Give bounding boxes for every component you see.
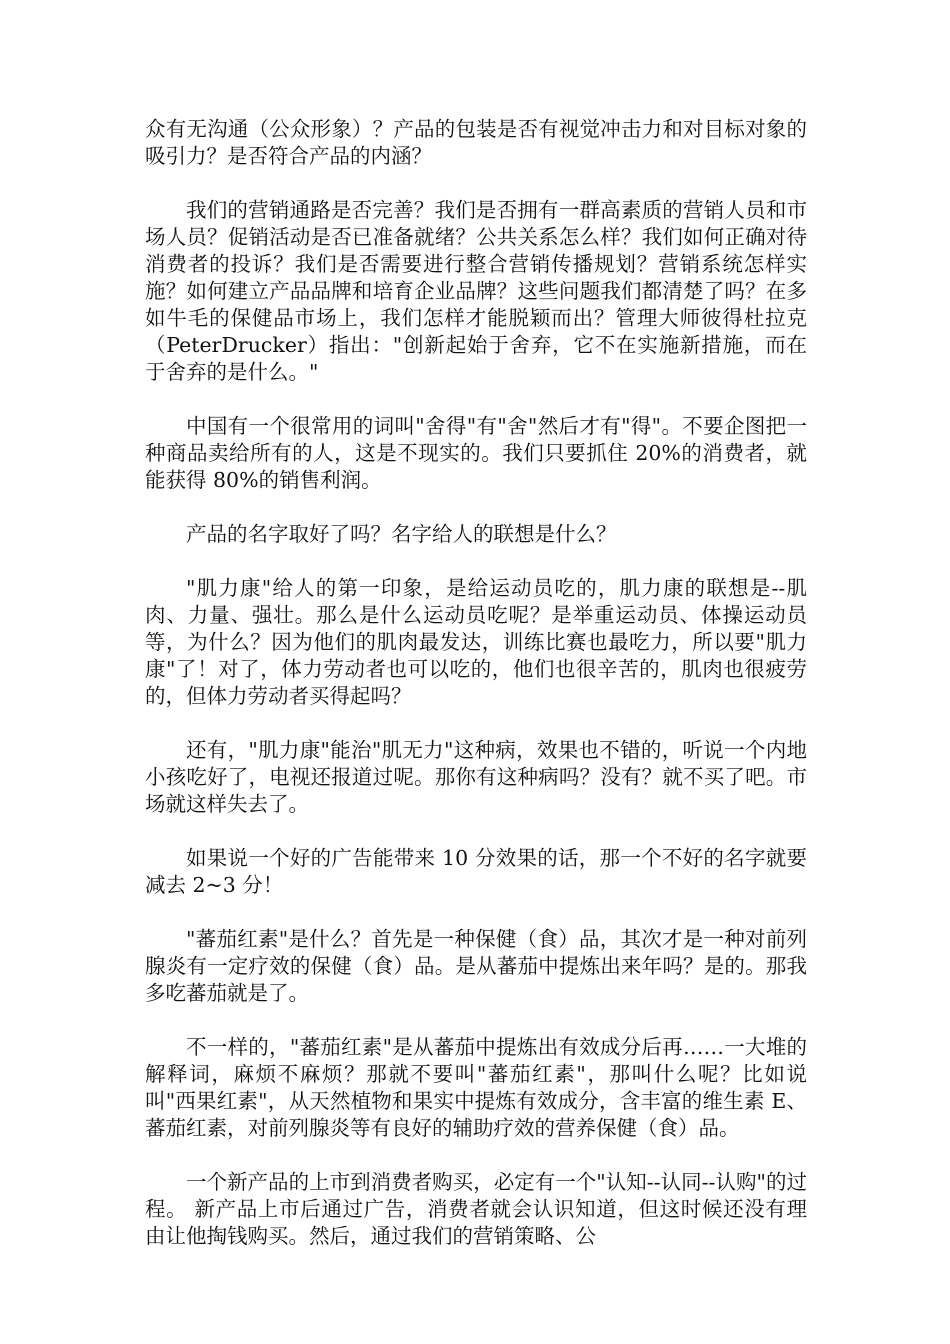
paragraph-9: 不一样的，"蕃茄红素"是从蕃茄中提炼出有效成分后再……一大堆的解释词，麻烦不麻烦？那就不要叫"蕃茄红素"，那叫什么呢？比如说叫"西果红素"，从天然植物和果实中提炼有效成分，含丰富的维生素 E、蕃茄红素，对前列腺炎等有良好的辅助疗效的营养保健（食）品。	[145, 1035, 807, 1140]
paragraph-1: 众有无沟通（公众形象）？产品的包装是否有视觉冲击力和对目标对象的吸引力？是否符合产品的内涵？	[145, 117, 807, 168]
paragraph-2: 我们的营销通路是否完善？我们是否拥有一群高素质的营销人员和市场人员？促销活动是否已准备就绪？公共关系怎么样？我们如何正确对待消费者的投诉？我们是否需要进行整合营销传播规划？营销系统怎样实施？如何建立产品品牌和培育企业品牌？这些问题我们都清楚了吗？在多如牛毛的保健品市场上，我们怎样才能脱颖而出？管理大师彼得杜拉克（PeterDrucker）指出："创新起始于舍弃，它不在实施新措施，而在于舍弃的是什么。"	[145, 198, 807, 384]
paragraph-6: 还有，"肌力康"能治"肌无力"这种病，效果也不错的，听说一个内地小孩吃好了，电视还报道过呢。那你有这种病吗？没有？就不买了吧。市场就这样失去了。	[145, 738, 807, 816]
paragraph-3: 中国有一个很常用的词叫"舍得"有"舍"然后才有"得"。不要企图把一种商品卖给所有的人，这是不现实的。我们只要抓住 20%的消费者，就能获得 80%的销售利润。	[145, 414, 807, 492]
paragraph-7: 如果说一个好的广告能带来 10 分效果的话，那一个不好的名字就要减去 2~3 分！	[145, 846, 807, 897]
paragraph-4: 产品的名字取好了吗？名字给人的联想是什么？	[186, 522, 617, 546]
paragraph-5: "肌力康"给人的第一印象，是给运动员吃的，肌力康的联想是--肌肉、力量、强壮。那么是什么运动员吃呢？是举重运动员、体操运动员等，为什么？因为他们的肌肉最发达，训练比赛也最吃力，所以要"肌力康"了！对了，体力劳动者也可以吃的，他们也很辛苦的，肌肉也很疲劳的，但体力劳动者买得起吗？	[145, 576, 807, 708]
document-body	[145, 116, 807, 1277]
paragraph-8: "蕃茄红素"是什么？首先是一种保健（食）品，其次才是一种对前列腺炎有一定疗效的保健（食）品。是从蕃茄中提炼出来年吗？是的。那我多吃蕃茄就是了。	[145, 927, 807, 1005]
paragraph-10: 一个新产品的上市到消费者购买，必定有一个"认知--认同--认购"的过程。 新产品上市后通过广告，消费者就会认识知道，但这时候还没有理由让他掏钱购买。然后，通过我们的营销策略、公	[145, 1170, 807, 1248]
